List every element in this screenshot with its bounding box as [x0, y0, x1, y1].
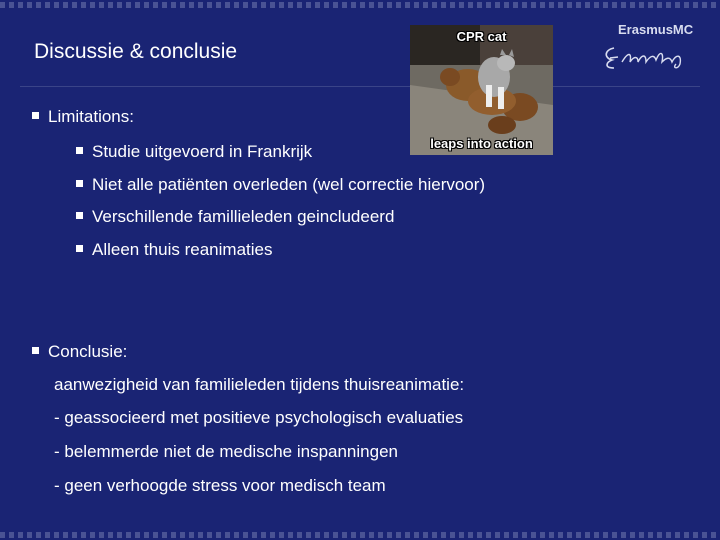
conclusion-heading	[32, 342, 127, 362]
erasmus-mc-logo	[600, 22, 700, 72]
bullet-square-icon	[76, 147, 83, 154]
bullet-square-icon	[32, 347, 39, 354]
bullet-square-icon	[76, 180, 83, 187]
logo-text: ErasmusMC	[618, 22, 694, 37]
logo-signature-icon	[600, 38, 700, 72]
title-divider	[20, 86, 700, 87]
limitations-label: Limitations:	[48, 107, 134, 126]
meme-caption-bottom: leaps into action	[430, 136, 533, 151]
bullet-square-icon	[32, 112, 39, 119]
conclusion-line: - belemmerde niet de medische inspanningen	[54, 442, 398, 461]
limitation-item	[76, 240, 272, 260]
limitation-item	[76, 207, 394, 227]
bullet-square-icon	[76, 245, 83, 252]
conclusion-line: - geassocieerd met positieve psychologisch evaluaties	[54, 408, 464, 427]
bullet-square-icon	[76, 212, 83, 219]
slide-title: Discussie & conclusie	[34, 40, 238, 63]
limitations-heading	[32, 107, 134, 127]
meme-caption-top: CPR cat	[456, 29, 507, 44]
limitation-text: Verschillende famillieleden geincludeerd	[92, 207, 395, 226]
conclusion-line: aanwezigheid van familieleden tijdens thuisreanimatie:	[54, 375, 465, 394]
limitation-item	[76, 175, 485, 195]
conclusion-label: Conclusie:	[48, 342, 128, 361]
limitation-text: Alleen thuis reanimaties	[92, 240, 273, 259]
limitation-text: Studie uitgevoerd in Frankrijk	[92, 142, 313, 161]
limitation-item	[76, 142, 312, 162]
conclusion-line: - geen verhoogde stress voor medisch team	[54, 476, 386, 495]
cpr-cat-image	[410, 25, 553, 155]
bottom-dotted-border	[0, 532, 720, 538]
limitation-text: Niet alle patiënten overleden (wel correctie hiervoor)	[92, 175, 486, 194]
top-dotted-border	[0, 2, 720, 8]
